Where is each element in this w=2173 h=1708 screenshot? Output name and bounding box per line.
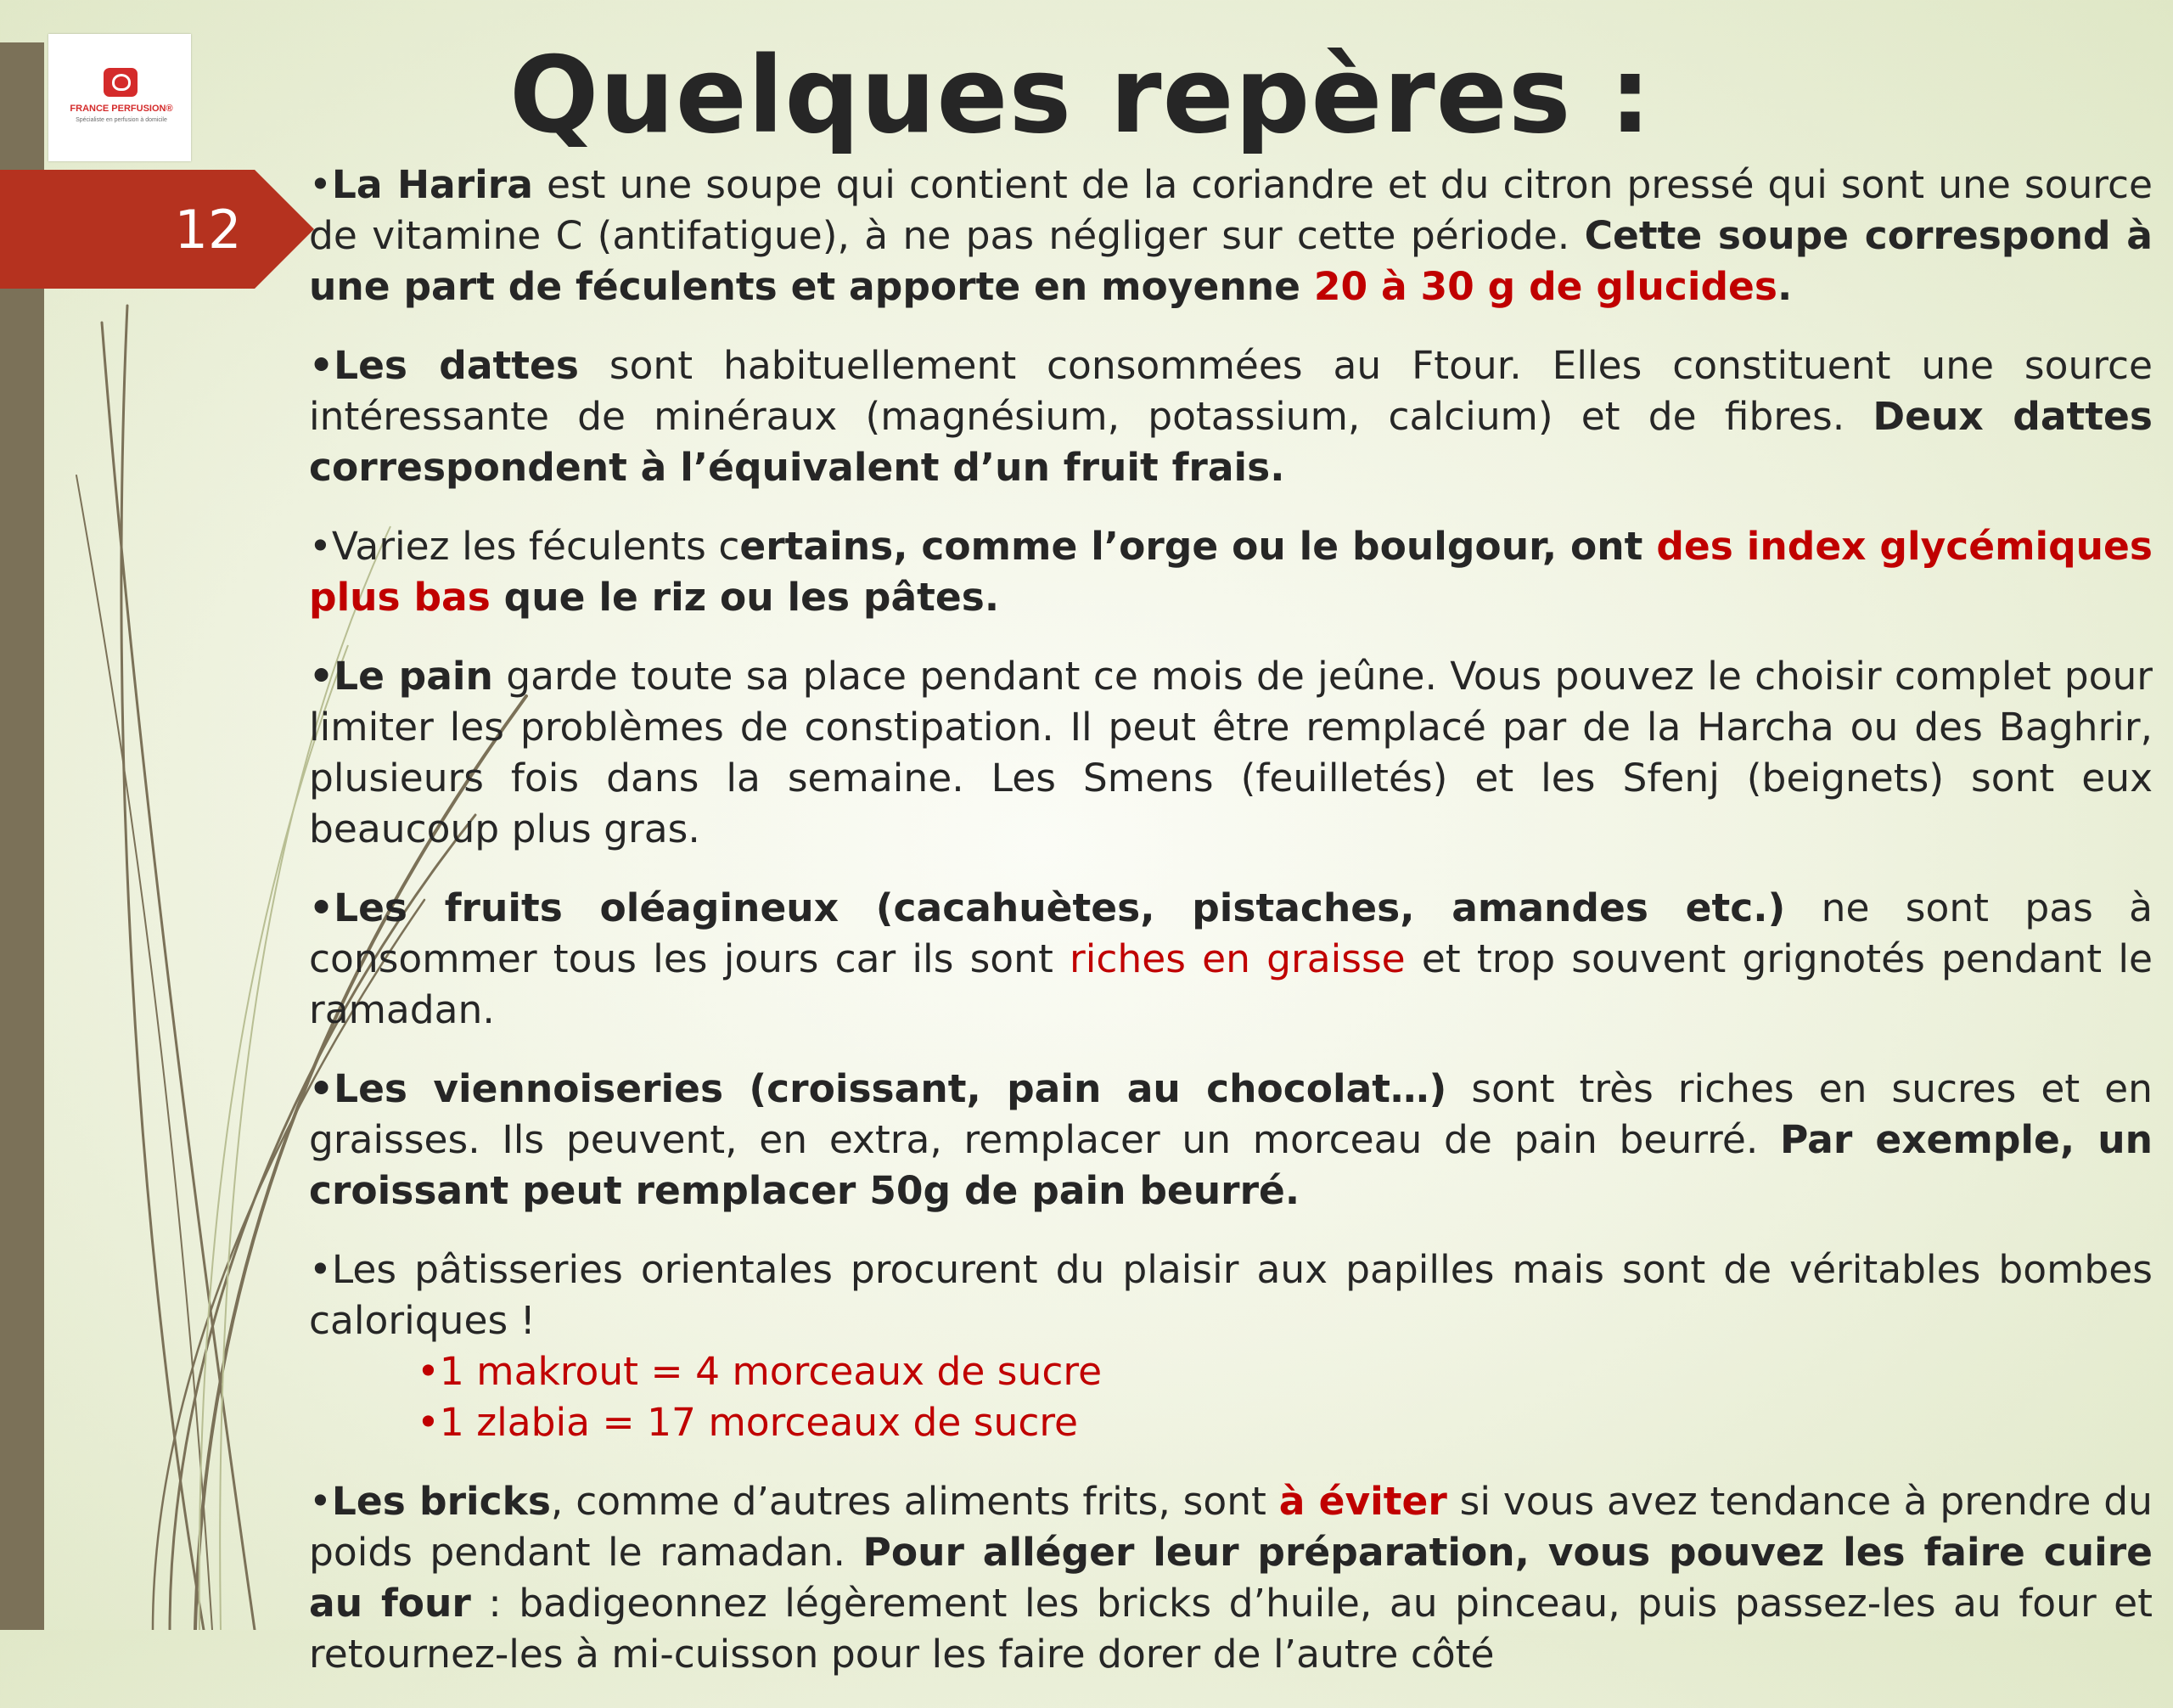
text-run: 20 à 30 g de glucides [1313, 264, 1777, 309]
text-run: garde toute sa place pendant ce mois de jeûne. Vous pouvez le choisir complet pour limiter les problèmes de constipation. Il peut être remplacé par de la Harcha ou des Baghrir, plusieurs fois dans la semaine. Les Smens (feuilletés) et les Sfenj (beignets) sont eux beaucoup plus gras. [309, 654, 2153, 851]
text-run: ne sont pas à consommer tous les jours car ils sont [309, 885, 2153, 981]
bullet-paragraph [309, 160, 2153, 312]
paragraph-text [309, 1476, 2153, 1680]
paragraph-text [309, 521, 2153, 623]
text-run: La Harira [331, 162, 533, 207]
text-run: •Variez les féculents c [309, 524, 740, 569]
paragraph-text [309, 651, 2153, 855]
slide-content [309, 160, 2153, 1708]
text-run: •Les dattes [309, 343, 579, 388]
paragraph-text [309, 1244, 2153, 1346]
page-title: Quelques repères : [509, 35, 1653, 157]
paragraph-text [309, 883, 2153, 1036]
text-run: que le riz ou les pâtes. [490, 575, 1000, 620]
bullet-paragraph [309, 1476, 2153, 1680]
text-run: est une soupe qui contient de la coriandre et du citron pressé qui sont une source de vitamine C (antifatigue), à ne pas négliger sur cette période. [309, 162, 2153, 258]
logo-brand: FRANCE PERFUSION® [70, 104, 173, 114]
text-run: • [309, 1479, 332, 1524]
text-run: , comme d’autres aliments frits, sont [550, 1479, 1279, 1524]
bullet-paragraph [309, 1064, 2153, 1216]
heart-logo-icon [104, 68, 138, 97]
text-run: •Le pain [309, 654, 493, 699]
text-run: Deux dattes correspondent à l’équivalent d’un fruit frais. [309, 394, 2153, 490]
text-run: •Les fruits oléagineux (cacahuètes, pistaches, amandes etc.) [309, 885, 1786, 930]
slide-number: 12 [174, 199, 242, 261]
text-run: et trop souvent grignotés pendant le ramadan. [309, 936, 2153, 1032]
text-run: . [1777, 264, 1793, 309]
text-run: riches en graisse [1070, 936, 1406, 981]
paragraph-text [309, 1064, 2153, 1216]
bullet-paragraph [309, 521, 2153, 623]
text-run: ertains, comme l’orge ou le boulgour, ont [739, 524, 1657, 569]
text-run: : badigeonnez légèrement les bricks d’huile, au pinceau, puis passez-les au four et retournez-les à mi-cuisson pour les faire dorer de l’autre côté [309, 1581, 2153, 1677]
text-run: sont habituellement consommées au Ftour. Elles constituent une source intéressante de minéraux (magnésium, potassium, calcium) et de fibres. [309, 343, 2153, 439]
logo [48, 34, 191, 161]
paragraph-text [309, 160, 2153, 312]
text-run: sont très riches en sucres et en graisses. Ils peuvent, en extra, remplacer un morceau de pain beurré. [309, 1066, 2153, 1162]
paragraph-text [309, 340, 2153, 493]
bullet-paragraph [309, 651, 2153, 855]
text-run: à éviter [1278, 1479, 1447, 1524]
text-run: Cette soupe correspond à une part de féculents et apporte en moyenne [309, 213, 2153, 309]
text-run: Par exemple, un croissant peut remplacer 50g de pain beurré. [309, 1117, 2153, 1213]
bullet-paragraph [309, 1244, 2153, 1448]
text-run: •Les pâtisseries orientales procurent du plaisir aux papilles mais sont de véritables bombes caloriques ! [309, 1247, 2153, 1343]
text-run: si vous avez tendance à prendre du poids pendant le ramadan. [309, 1479, 2153, 1575]
sub-bullet: •1 makrout = 4 morceaux de sucre [417, 1349, 1103, 1394]
bullet-paragraph [309, 883, 2153, 1036]
logo-tagline: Spécialiste en perfusion à domicile [76, 117, 167, 123]
text-run: • [309, 162, 332, 207]
text-run: Les bricks [331, 1479, 551, 1524]
bullet-paragraph [309, 340, 2153, 493]
text-run: •Les viennoiseries (croissant, pain au chocolat…) [309, 1066, 1447, 1111]
sub-bullet: •1 zlabia = 17 morceaux de sucre [417, 1400, 1079, 1445]
text-run: des index glycémiques plus bas [309, 524, 2153, 620]
text-run: Pour alléger leur préparation, vous pouvez les faire cuire au four [309, 1530, 2153, 1626]
